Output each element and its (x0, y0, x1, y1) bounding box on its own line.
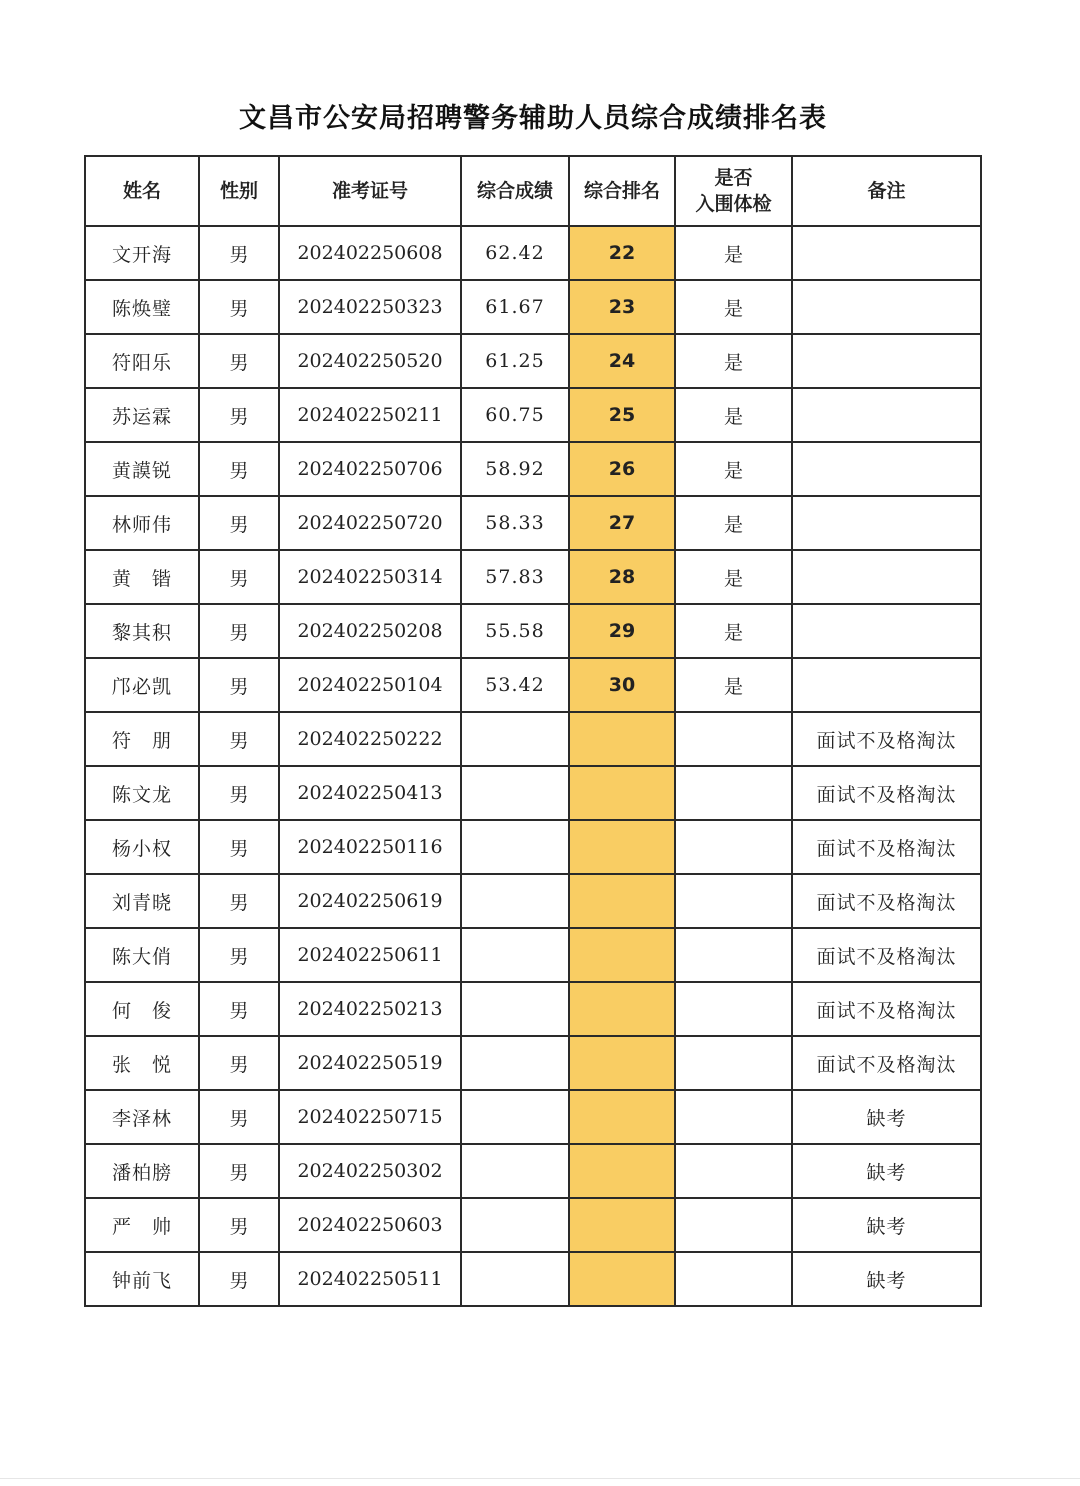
cell-note: 缺考 (792, 1090, 981, 1144)
cell-physical-exam: 是 (675, 280, 792, 334)
cell-physical-exam: 是 (675, 226, 792, 280)
cell-rank (569, 874, 675, 928)
cell-note (792, 388, 981, 442)
cell-score: 61.67 (461, 280, 569, 334)
cell-name: 陈大俏 (85, 928, 199, 982)
table-row (85, 1252, 981, 1306)
cell-note: 面试不及格淘汰 (792, 766, 981, 820)
cell-name: 邝必凯 (85, 658, 199, 712)
cell-name: 林师伟 (85, 496, 199, 550)
cell-rank (569, 1144, 675, 1198)
cell-exam-id: 202402250302 (279, 1144, 461, 1198)
cell-exam-id: 202402250511 (279, 1252, 461, 1306)
cell-note (792, 442, 981, 496)
header-rank: 综合排名 (569, 156, 675, 226)
cell-name: 黄 锴 (85, 550, 199, 604)
table-row (85, 604, 981, 658)
cell-rank: 28 (569, 550, 675, 604)
cell-note: 面试不及格淘汰 (792, 928, 981, 982)
cell-name: 文开海 (85, 226, 199, 280)
cell-score (461, 820, 569, 874)
cell-score: 62.42 (461, 226, 569, 280)
cell-exam-id: 202402250520 (279, 334, 461, 388)
cell-physical-exam (675, 982, 792, 1036)
cell-exam-id: 202402250619 (279, 874, 461, 928)
table-row (85, 334, 981, 388)
cell-exam-id: 202402250611 (279, 928, 461, 982)
cell-exam-id: 202402250116 (279, 820, 461, 874)
cell-score: 58.33 (461, 496, 569, 550)
cell-gender: 男 (199, 1252, 279, 1306)
cell-exam-id: 202402250213 (279, 982, 461, 1036)
cell-gender: 男 (199, 1036, 279, 1090)
cell-note (792, 334, 981, 388)
cell-gender: 男 (199, 874, 279, 928)
cell-score (461, 1198, 569, 1252)
table-row (85, 1198, 981, 1252)
table-row (85, 1090, 981, 1144)
cell-rank (569, 982, 675, 1036)
cell-exam-id: 202402250715 (279, 1090, 461, 1144)
cell-rank (569, 712, 675, 766)
cell-physical-exam: 是 (675, 442, 792, 496)
table-row (85, 1036, 981, 1090)
cell-gender: 男 (199, 1090, 279, 1144)
cell-score (461, 982, 569, 1036)
header-gender: 性别 (199, 156, 279, 226)
cell-gender: 男 (199, 1144, 279, 1198)
cell-score (461, 1144, 569, 1198)
cell-score: 57.83 (461, 550, 569, 604)
cell-physical-exam: 是 (675, 334, 792, 388)
cell-rank: 30 (569, 658, 675, 712)
cell-note (792, 658, 981, 712)
header-physical-exam (675, 156, 792, 226)
cell-gender: 男 (199, 928, 279, 982)
cell-gender: 男 (199, 226, 279, 280)
cell-name: 苏运霖 (85, 388, 199, 442)
header-note: 备注 (792, 156, 981, 226)
table-row (85, 982, 981, 1036)
cell-name: 张 悦 (85, 1036, 199, 1090)
table-row (85, 820, 981, 874)
cell-name: 钟前飞 (85, 1252, 199, 1306)
cell-gender: 男 (199, 982, 279, 1036)
cell-rank: 24 (569, 334, 675, 388)
cell-gender: 男 (199, 496, 279, 550)
cell-physical-exam (675, 820, 792, 874)
cell-name: 黄謨锐 (85, 442, 199, 496)
cell-note (792, 226, 981, 280)
cell-score: 58.92 (461, 442, 569, 496)
table-row (85, 496, 981, 550)
cell-physical-exam (675, 712, 792, 766)
cell-rank (569, 1252, 675, 1306)
cell-exam-id: 202402250706 (279, 442, 461, 496)
cell-exam-id: 202402250413 (279, 766, 461, 820)
header-physical-line2: 入围体检 (695, 193, 772, 215)
cell-score (461, 928, 569, 982)
cell-gender: 男 (199, 658, 279, 712)
cell-note: 面试不及格淘汰 (792, 820, 981, 874)
cell-score: 55.58 (461, 604, 569, 658)
cell-gender: 男 (199, 604, 279, 658)
cell-rank (569, 928, 675, 982)
cell-note: 缺考 (792, 1144, 981, 1198)
cell-physical-exam (675, 928, 792, 982)
cell-rank: 27 (569, 496, 675, 550)
table-header-row (85, 156, 981, 226)
cell-note: 缺考 (792, 1252, 981, 1306)
table-row (85, 442, 981, 496)
cell-score: 53.42 (461, 658, 569, 712)
cell-exam-id: 202402250222 (279, 712, 461, 766)
cell-gender: 男 (199, 280, 279, 334)
cell-gender: 男 (199, 388, 279, 442)
cell-score (461, 1090, 569, 1144)
cell-gender: 男 (199, 442, 279, 496)
cell-note: 面试不及格淘汰 (792, 712, 981, 766)
cell-note (792, 550, 981, 604)
cell-name: 杨小权 (85, 820, 199, 874)
cell-physical-exam (675, 874, 792, 928)
cell-physical-exam: 是 (675, 388, 792, 442)
table-row (85, 658, 981, 712)
cell-rank (569, 766, 675, 820)
table-row (85, 712, 981, 766)
cell-rank: 26 (569, 442, 675, 496)
cell-name: 潘柏膀 (85, 1144, 199, 1198)
table-row (85, 766, 981, 820)
cell-rank (569, 1198, 675, 1252)
header-name: 姓名 (85, 156, 199, 226)
cell-physical-exam (675, 1144, 792, 1198)
cell-name: 黎其积 (85, 604, 199, 658)
header-physical-line1: 是否 (714, 167, 753, 189)
cell-note: 面试不及格淘汰 (792, 1036, 981, 1090)
cell-score: 61.25 (461, 334, 569, 388)
table-row (85, 388, 981, 442)
cell-note (792, 280, 981, 334)
cell-exam-id: 202402250208 (279, 604, 461, 658)
cell-physical-exam: 是 (675, 658, 792, 712)
cell-exam-id: 202402250104 (279, 658, 461, 712)
page-title: 文昌市公安局招聘警务辅助人员综合成绩排名表 (239, 103, 827, 134)
cell-rank: 25 (569, 388, 675, 442)
cell-gender: 男 (199, 550, 279, 604)
cell-gender: 男 (199, 334, 279, 388)
cell-physical-exam (675, 766, 792, 820)
cell-note: 面试不及格淘汰 (792, 982, 981, 1036)
cell-physical-exam (675, 1036, 792, 1090)
cell-score (461, 712, 569, 766)
table-row (85, 1144, 981, 1198)
cell-name: 刘青晓 (85, 874, 199, 928)
header-exam-id: 准考证号 (279, 156, 461, 226)
cell-exam-id: 202402250314 (279, 550, 461, 604)
cell-score (461, 1036, 569, 1090)
cell-rank: 23 (569, 280, 675, 334)
cell-name: 陈焕璧 (85, 280, 199, 334)
cell-note: 缺考 (792, 1198, 981, 1252)
cell-gender: 男 (199, 712, 279, 766)
table-row (85, 928, 981, 982)
cell-physical-exam: 是 (675, 604, 792, 658)
cell-rank (569, 1036, 675, 1090)
table-row (85, 280, 981, 334)
cell-note (792, 604, 981, 658)
cell-physical-exam (675, 1090, 792, 1144)
table-row (85, 550, 981, 604)
cell-name: 符 朋 (85, 712, 199, 766)
cell-score (461, 1252, 569, 1306)
cell-name: 严 帅 (85, 1198, 199, 1252)
cell-rank: 22 (569, 226, 675, 280)
cell-name: 陈文龙 (85, 766, 199, 820)
cell-name: 李泽林 (85, 1090, 199, 1144)
cell-score: 60.75 (461, 388, 569, 442)
cell-gender: 男 (199, 820, 279, 874)
cell-score (461, 874, 569, 928)
cell-exam-id: 202402250608 (279, 226, 461, 280)
cell-physical-exam: 是 (675, 496, 792, 550)
cell-score (461, 766, 569, 820)
scan-edge-line (0, 1478, 1080, 1479)
cell-note: 面试不及格淘汰 (792, 874, 981, 928)
cell-name: 何 俊 (85, 982, 199, 1036)
cell-rank (569, 820, 675, 874)
score-ranking-table (84, 155, 982, 1307)
cell-exam-id: 202402250211 (279, 388, 461, 442)
cell-physical-exam (675, 1198, 792, 1252)
header-score: 综合成绩 (461, 156, 569, 226)
table-body (85, 226, 981, 1306)
cell-gender: 男 (199, 1198, 279, 1252)
cell-exam-id: 202402250720 (279, 496, 461, 550)
cell-rank: 29 (569, 604, 675, 658)
cell-physical-exam (675, 1252, 792, 1306)
cell-exam-id: 202402250519 (279, 1036, 461, 1090)
cell-rank (569, 1090, 675, 1144)
cell-gender: 男 (199, 766, 279, 820)
table-row (85, 226, 981, 280)
table-row (85, 874, 981, 928)
cell-exam-id: 202402250603 (279, 1198, 461, 1252)
cell-name: 符阳乐 (85, 334, 199, 388)
cell-exam-id: 202402250323 (279, 280, 461, 334)
cell-physical-exam: 是 (675, 550, 792, 604)
cell-note (792, 496, 981, 550)
